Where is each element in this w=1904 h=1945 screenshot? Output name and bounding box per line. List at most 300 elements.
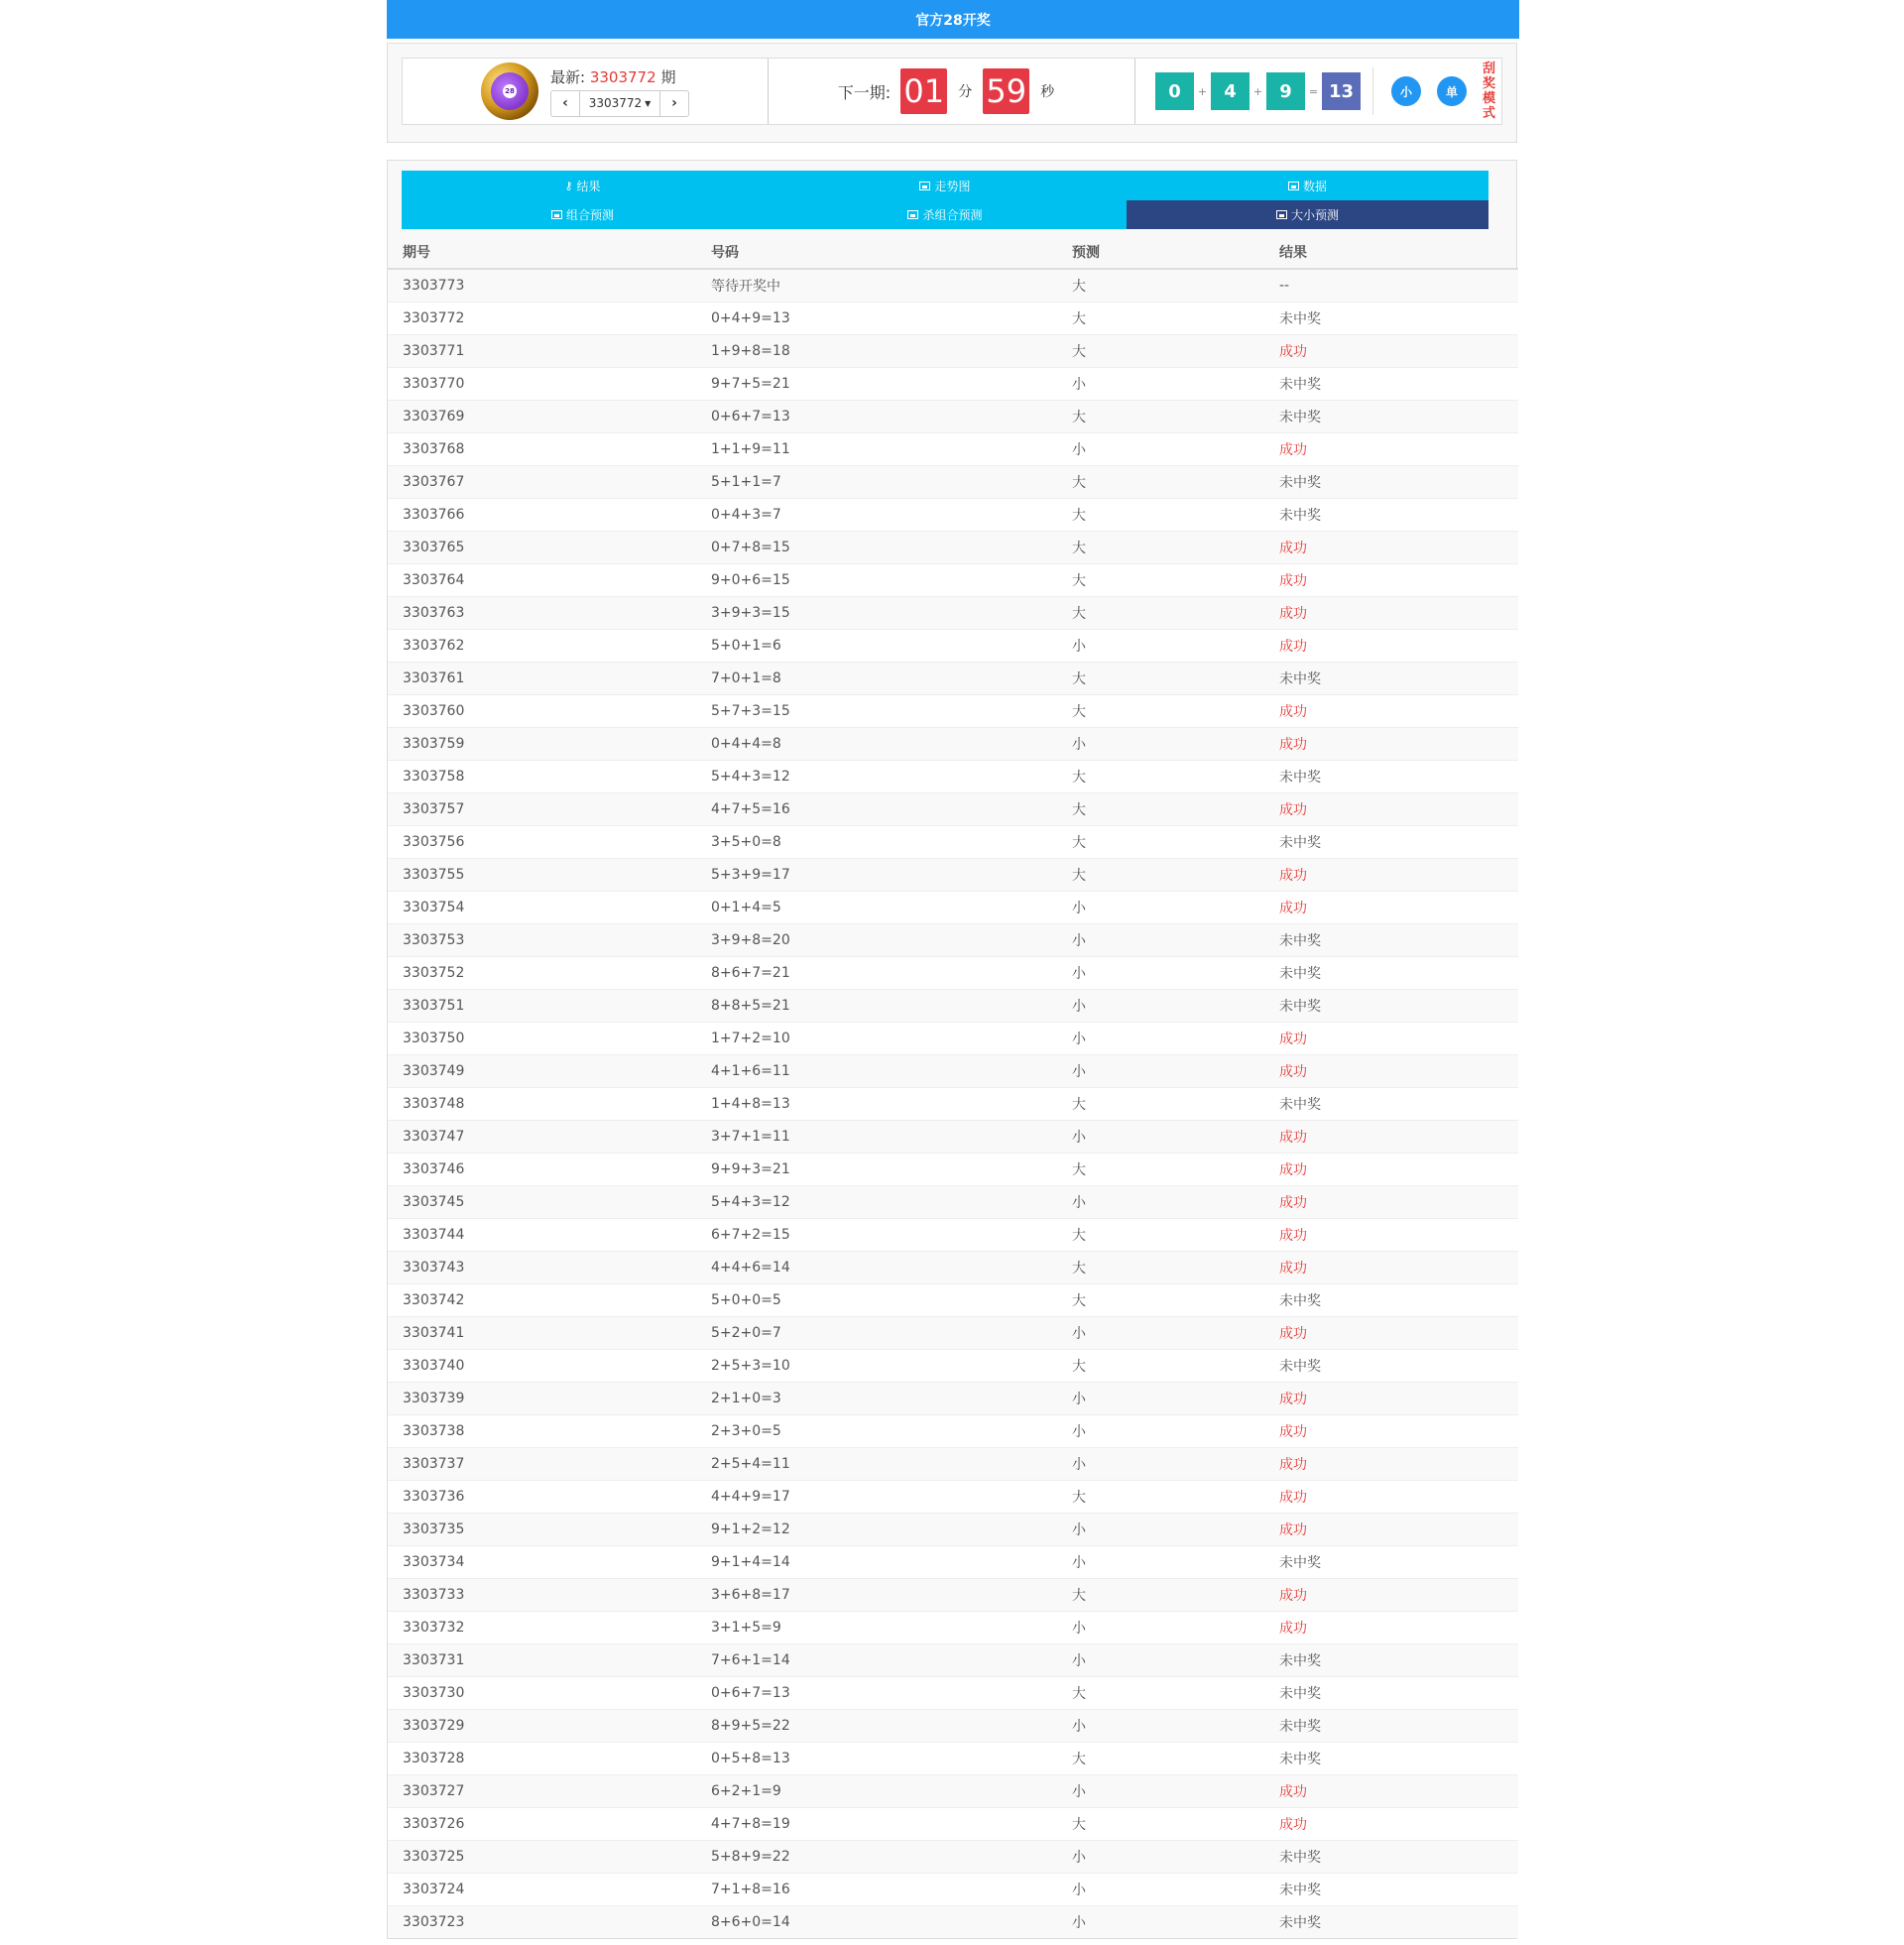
table-row	[388, 1513, 1518, 1545]
issue-cell: 3303765	[388, 531, 696, 563]
equals-sign: =	[1308, 84, 1319, 98]
table-row	[388, 825, 1518, 858]
latest-issue	[550, 66, 689, 87]
table-row	[388, 1022, 1518, 1054]
result-cell: 成功	[1264, 1251, 1518, 1283]
result-cell: 未中奖	[1264, 1643, 1518, 1676]
picture-icon	[919, 182, 930, 190]
prediction-cell: 大	[1057, 563, 1264, 596]
numbers-cell: 9+7+5=21	[696, 367, 1057, 400]
result-cell: 未中奖	[1264, 1905, 1518, 1938]
plus-sign: +	[1252, 84, 1263, 98]
issue-cell: 3303734	[388, 1545, 696, 1578]
numbers-cell: 1+9+8=18	[696, 334, 1057, 367]
prediction-cell: 小	[1057, 1185, 1264, 1218]
tab-label: 杀组合预测	[922, 208, 983, 222]
prev-issue-button[interactable]	[551, 91, 579, 116]
issue-cell: 3303731	[388, 1643, 696, 1676]
prediction-cell: 小	[1057, 923, 1264, 956]
draw-number-1: 0	[1155, 72, 1194, 110]
numbers-cell: 0+4+3=7	[696, 498, 1057, 531]
prediction-cell: 小	[1057, 989, 1264, 1022]
table-row	[388, 1807, 1518, 1840]
picture-icon	[907, 210, 918, 219]
tab-combo-prediction[interactable]	[402, 200, 764, 229]
result-cell: 未中奖	[1264, 498, 1518, 531]
seconds-unit: 秒	[1040, 84, 1055, 100]
draw-info-box	[402, 58, 1502, 125]
issue-cell: 3303770	[388, 367, 696, 400]
table-row	[388, 531, 1518, 563]
result-cell: 成功	[1264, 1807, 1518, 1840]
result-cell: --	[1264, 269, 1518, 302]
issue-cell: 3303764	[388, 563, 696, 596]
issue-cell: 3303749	[388, 1054, 696, 1087]
table-row	[388, 1840, 1518, 1873]
numbers-cell: 3+6+8=17	[696, 1578, 1057, 1611]
tab-data[interactable]	[1127, 171, 1488, 200]
result-cell: 未中奖	[1264, 662, 1518, 694]
result-cell: 成功	[1264, 629, 1518, 662]
numbers-cell: 4+4+9=17	[696, 1480, 1057, 1513]
result-cell: 未中奖	[1264, 1709, 1518, 1742]
table-row	[388, 1774, 1518, 1807]
prediction-cell: 大	[1057, 531, 1264, 563]
column-header-issue: 期号	[388, 236, 696, 269]
table-row	[388, 891, 1518, 923]
prediction-cell: 大	[1057, 302, 1264, 334]
key-icon: ⚷	[564, 179, 573, 192]
table-row	[388, 1349, 1518, 1382]
issue-cell: 3303769	[388, 400, 696, 432]
numbers-cell: 2+5+4=11	[696, 1447, 1057, 1480]
result-cell: 成功	[1264, 1120, 1518, 1153]
issue-cell: 3303737	[388, 1447, 696, 1480]
result-cell: 未中奖	[1264, 923, 1518, 956]
issue-cell: 3303725	[388, 1840, 696, 1873]
result-cell: 成功	[1264, 694, 1518, 727]
table-row	[388, 1087, 1518, 1120]
issue-cell: 3303728	[388, 1742, 696, 1774]
prediction-cell: 小	[1057, 1120, 1264, 1153]
prediction-cell: 大	[1057, 760, 1264, 792]
table-row	[388, 989, 1518, 1022]
prediction-cell: 小	[1057, 1840, 1264, 1873]
numbers-cell: 9+1+4=14	[696, 1545, 1057, 1578]
table-row	[388, 1283, 1518, 1316]
page-container	[387, 0, 1519, 1939]
numbers-cell: 8+6+0=14	[696, 1905, 1057, 1938]
result-cell: 成功	[1264, 1054, 1518, 1087]
prediction-cell: 小	[1057, 956, 1264, 989]
table-row	[388, 1643, 1518, 1676]
prediction-cell: 大	[1057, 400, 1264, 432]
prediction-cell: 小	[1057, 1447, 1264, 1480]
result-cell: 成功	[1264, 1382, 1518, 1414]
table-row	[388, 1873, 1518, 1905]
issue-cell: 3303739	[388, 1382, 696, 1414]
result-cell: 成功	[1264, 1480, 1518, 1513]
numbers-cell: 7+0+1=8	[696, 662, 1057, 694]
numbers-cell: 1+7+2=10	[696, 1022, 1057, 1054]
result-cell: 未中奖	[1264, 465, 1518, 498]
lottery-ball-logo: 28	[481, 62, 538, 120]
issue-cell: 3303747	[388, 1120, 696, 1153]
tab-label: 数据	[1302, 179, 1327, 193]
issue-cell: 3303726	[388, 1807, 696, 1840]
latest-issue-suffix: 期	[660, 67, 676, 86]
prediction-cell: 小	[1057, 629, 1264, 662]
numbers-cell: 5+2+0=7	[696, 1316, 1057, 1349]
issue-select-dropdown[interactable]	[579, 91, 660, 116]
result-cell: 成功	[1264, 1414, 1518, 1447]
table-row	[388, 1054, 1518, 1087]
issue-cell: 3303745	[388, 1185, 696, 1218]
chevron-left-icon: ‹	[562, 95, 568, 111]
prediction-cell: 小	[1057, 1513, 1264, 1545]
countdown-minutes: 01	[900, 68, 947, 114]
issue-cell: 3303771	[388, 334, 696, 367]
prediction-cell: 大	[1057, 465, 1264, 498]
issue-cell: 3303741	[388, 1316, 696, 1349]
size-badge: 小	[1391, 76, 1421, 106]
result-cell: 成功	[1264, 792, 1518, 825]
result-cell: 成功	[1264, 727, 1518, 760]
numbers-cell: 0+6+7=13	[696, 1676, 1057, 1709]
prediction-cell: 大	[1057, 1251, 1264, 1283]
prediction-cell: 大	[1057, 596, 1264, 629]
numbers-cell: 5+3+9=17	[696, 858, 1057, 891]
tab-trend-chart[interactable]	[764, 171, 1127, 200]
table-row	[388, 694, 1518, 727]
top-title-bar	[387, 0, 1519, 39]
numbers-cell: 0+1+4=5	[696, 891, 1057, 923]
picture-icon	[1276, 210, 1287, 219]
countdown-seconds: 59	[983, 68, 1029, 114]
table-row	[388, 432, 1518, 465]
numbers-cell: 0+7+8=15	[696, 531, 1057, 563]
numbers-cell: 3+5+0=8	[696, 825, 1057, 858]
numbers-cell: 3+9+8=20	[696, 923, 1057, 956]
chevron-right-icon: ›	[671, 95, 677, 111]
prediction-cell: 小	[1057, 1873, 1264, 1905]
table-header-row	[388, 236, 1518, 269]
table-row	[388, 1545, 1518, 1578]
issue-cell: 3303751	[388, 989, 696, 1022]
numbers-cell: 1+1+9=11	[696, 432, 1057, 465]
result-cell: 成功	[1264, 1611, 1518, 1643]
issue-cell: 3303738	[388, 1414, 696, 1447]
issue-cell: 3303753	[388, 923, 696, 956]
issue-cell: 3303752	[388, 956, 696, 989]
prediction-cell: 小	[1057, 1382, 1264, 1414]
issue-select-value: 3303772	[588, 96, 643, 110]
prediction-cell: 小	[1057, 1414, 1264, 1447]
caret-down-icon: ▼	[645, 98, 652, 108]
numbers-cell: 5+4+3=12	[696, 760, 1057, 792]
issue-cell: 3303730	[388, 1676, 696, 1709]
next-draw-label: 下一期:	[837, 82, 892, 102]
issue-pager	[550, 90, 689, 117]
table-row	[388, 1447, 1518, 1480]
result-cell: 未中奖	[1264, 1742, 1518, 1774]
result-cell: 未中奖	[1264, 1283, 1518, 1316]
table-row	[388, 302, 1518, 334]
latest-issue-cell	[403, 59, 769, 124]
result-cell: 成功	[1264, 1447, 1518, 1480]
result-cell: 未中奖	[1264, 1545, 1518, 1578]
draw-number-3: 9	[1266, 72, 1305, 110]
prediction-cell: 小	[1057, 1316, 1264, 1349]
result-cell: 成功	[1264, 1022, 1518, 1054]
prediction-cell: 大	[1057, 1807, 1264, 1840]
result-cell: 未中奖	[1264, 1873, 1518, 1905]
issue-cell: 3303740	[388, 1349, 696, 1382]
issue-cell: 3303743	[388, 1251, 696, 1283]
tab-bar	[402, 171, 1488, 229]
result-cell: 未中奖	[1264, 302, 1518, 334]
table-row	[388, 1414, 1518, 1447]
issue-cell: 3303759	[388, 727, 696, 760]
results-panel	[387, 160, 1517, 1939]
column-header-prediction: 预测	[1057, 236, 1264, 269]
result-cell: 未中奖	[1264, 367, 1518, 400]
prediction-cell: 大	[1057, 1676, 1264, 1709]
issue-cell: 3303754	[388, 891, 696, 923]
tab-kill-combo-prediction[interactable]	[764, 200, 1127, 229]
issue-cell: 3303748	[388, 1087, 696, 1120]
numbers-cell: 5+7+3=15	[696, 694, 1057, 727]
numbers-cell: 9+0+6=15	[696, 563, 1057, 596]
prediction-cell: 小	[1057, 1022, 1264, 1054]
numbers-cell: 1+4+8=13	[696, 1087, 1057, 1120]
result-cell: 成功	[1264, 891, 1518, 923]
table-row	[388, 858, 1518, 891]
numbers-cell: 2+5+3=10	[696, 1349, 1057, 1382]
issue-cell: 3303766	[388, 498, 696, 531]
minutes-unit: 分	[958, 84, 973, 100]
table-row	[388, 1611, 1518, 1643]
prediction-cell: 小	[1057, 727, 1264, 760]
result-cell: 成功	[1264, 432, 1518, 465]
result-cell: 未中奖	[1264, 400, 1518, 432]
numbers-cell: 9+9+3=21	[696, 1153, 1057, 1185]
table-row	[388, 727, 1518, 760]
table-row	[388, 400, 1518, 432]
prediction-cell: 小	[1057, 432, 1264, 465]
issue-cell: 3303756	[388, 825, 696, 858]
issue-cell: 3303758	[388, 760, 696, 792]
issue-cell: 3303742	[388, 1283, 696, 1316]
issue-cell: 3303735	[388, 1513, 696, 1545]
result-cell: 成功	[1264, 1218, 1518, 1251]
prediction-cell: 小	[1057, 1054, 1264, 1087]
prediction-cell: 大	[1057, 1153, 1264, 1185]
result-cell: 成功	[1264, 1185, 1518, 1218]
numbers-cell: 4+7+8=19	[696, 1807, 1057, 1840]
prediction-cell: 小	[1057, 367, 1264, 400]
table-row	[388, 465, 1518, 498]
prediction-cell: 大	[1057, 1742, 1264, 1774]
tab-label: 组合预测	[565, 208, 614, 222]
result-cell: 未中奖	[1264, 1349, 1518, 1382]
result-cell: 未中奖	[1264, 989, 1518, 1022]
issue-cell: 3303757	[388, 792, 696, 825]
issue-cell: 3303744	[388, 1218, 696, 1251]
numbers-cell: 5+4+3=12	[696, 1185, 1057, 1218]
numbers-cell: 4+7+5=16	[696, 792, 1057, 825]
numbers-cell: 6+2+1=9	[696, 1774, 1057, 1807]
numbers-cell: 等待开奖中	[696, 269, 1057, 302]
table-row	[388, 956, 1518, 989]
table-row	[388, 1218, 1518, 1251]
numbers-cell: 8+9+5=22	[696, 1709, 1057, 1742]
draw-result-cell	[1135, 59, 1501, 124]
result-cell: 成功	[1264, 334, 1518, 367]
issue-cell: 3303763	[388, 596, 696, 629]
table-row	[388, 629, 1518, 662]
table-row	[388, 1742, 1518, 1774]
parity-badge: 单	[1437, 76, 1467, 106]
result-cell: 成功	[1264, 858, 1518, 891]
picture-icon	[1288, 182, 1299, 190]
table-row	[388, 1578, 1518, 1611]
result-cell: 成功	[1264, 1316, 1518, 1349]
result-cell: 成功	[1264, 1153, 1518, 1185]
result-cell: 成功	[1264, 531, 1518, 563]
issue-cell: 3303729	[388, 1709, 696, 1742]
result-cell: 未中奖	[1264, 1840, 1518, 1873]
numbers-cell: 3+1+5=9	[696, 1611, 1057, 1643]
numbers-cell: 7+6+1=14	[696, 1643, 1057, 1676]
numbers-cell: 3+7+1=11	[696, 1120, 1057, 1153]
issue-cell: 3303736	[388, 1480, 696, 1513]
issue-cell: 3303761	[388, 662, 696, 694]
numbers-cell: 2+3+0=5	[696, 1414, 1057, 1447]
prediction-cell: 大	[1057, 1218, 1264, 1251]
result-cell: 未中奖	[1264, 825, 1518, 858]
draw-number-2: 4	[1211, 72, 1250, 110]
divider	[1372, 67, 1373, 115]
table-row	[388, 792, 1518, 825]
numbers-cell: 5+0+1=6	[696, 629, 1057, 662]
numbers-cell: 7+1+8=16	[696, 1873, 1057, 1905]
table-body	[388, 269, 1518, 1938]
table-row	[388, 498, 1518, 531]
picture-icon	[551, 210, 562, 219]
table-row	[388, 1251, 1518, 1283]
countdown-cell	[769, 59, 1135, 124]
scratch-mode-link[interactable]: 刮奖模式	[1483, 61, 1496, 121]
prediction-cell: 小	[1057, 1774, 1264, 1807]
table-row	[388, 1480, 1518, 1513]
table-row	[388, 1120, 1518, 1153]
numbers-cell: 3+9+3=15	[696, 596, 1057, 629]
issue-cell: 3303733	[388, 1578, 696, 1611]
result-cell: 未中奖	[1264, 1087, 1518, 1120]
table-row	[388, 1316, 1518, 1349]
prediction-cell: 小	[1057, 891, 1264, 923]
prediction-cell: 大	[1057, 498, 1264, 531]
table-row	[388, 662, 1518, 694]
issue-cell: 3303746	[388, 1153, 696, 1185]
table-row	[388, 760, 1518, 792]
issue-cell: 3303755	[388, 858, 696, 891]
issue-cell: 3303772	[388, 302, 696, 334]
prediction-cell: 大	[1057, 269, 1264, 302]
table-row	[388, 269, 1518, 302]
numbers-cell: 5+8+9=22	[696, 1840, 1057, 1873]
result-cell: 未中奖	[1264, 760, 1518, 792]
page-title: 官方28开奖	[915, 12, 991, 29]
result-cell: 成功	[1264, 596, 1518, 629]
prediction-cell: 大	[1057, 1480, 1264, 1513]
column-header-numbers: 号码	[696, 236, 1057, 269]
numbers-cell: 4+4+6=14	[696, 1251, 1057, 1283]
table-row	[388, 923, 1518, 956]
table-row	[388, 1905, 1518, 1938]
table-row	[388, 1382, 1518, 1414]
prediction-cell: 大	[1057, 858, 1264, 891]
tab-results[interactable]	[402, 171, 764, 200]
result-cell: 成功	[1264, 563, 1518, 596]
numbers-cell: 5+0+0=5	[696, 1283, 1057, 1316]
issue-cell: 3303727	[388, 1774, 696, 1807]
next-issue-button[interactable]	[660, 91, 688, 116]
tab-label: 结果	[576, 179, 601, 193]
table-row	[388, 334, 1518, 367]
table-row	[388, 1676, 1518, 1709]
prediction-cell: 大	[1057, 1578, 1264, 1611]
numbers-cell: 8+6+7=21	[696, 956, 1057, 989]
latest-issue-number: 3303772	[589, 67, 656, 86]
numbers-cell: 5+1+1=7	[696, 465, 1057, 498]
draw-info-panel	[387, 43, 1517, 143]
prediction-cell: 小	[1057, 1709, 1264, 1742]
issue-cell: 3303760	[388, 694, 696, 727]
prediction-cell: 小	[1057, 1905, 1264, 1938]
prediction-cell: 小	[1057, 1643, 1264, 1676]
prediction-cell: 小	[1057, 1611, 1264, 1643]
table-row	[388, 1709, 1518, 1742]
issue-cell: 3303750	[388, 1022, 696, 1054]
numbers-cell: 6+7+2=15	[696, 1218, 1057, 1251]
issue-cell: 3303723	[388, 1905, 696, 1938]
issue-cell: 3303768	[388, 432, 696, 465]
prediction-cell: 小	[1057, 1545, 1264, 1578]
prediction-cell: 大	[1057, 825, 1264, 858]
issue-cell: 3303732	[388, 1611, 696, 1643]
prediction-cell: 大	[1057, 334, 1264, 367]
latest-label: 最新:	[550, 67, 586, 86]
result-cell: 成功	[1264, 1774, 1518, 1807]
tab-label: 大小预测	[1290, 208, 1339, 222]
prediction-cell: 大	[1057, 1087, 1264, 1120]
table-row	[388, 367, 1518, 400]
numbers-cell: 0+5+8=13	[696, 1742, 1057, 1774]
prediction-cell: 大	[1057, 1349, 1264, 1382]
result-cell: 未中奖	[1264, 1676, 1518, 1709]
result-cell: 未中奖	[1264, 956, 1518, 989]
table-row	[388, 563, 1518, 596]
table-row	[388, 1185, 1518, 1218]
column-header-result: 结果	[1264, 236, 1518, 269]
tab-size-prediction[interactable]	[1127, 200, 1488, 229]
numbers-cell: 2+1+0=3	[696, 1382, 1057, 1414]
prediction-table	[388, 236, 1518, 1938]
table-row	[388, 1153, 1518, 1185]
prediction-cell: 大	[1057, 1283, 1264, 1316]
